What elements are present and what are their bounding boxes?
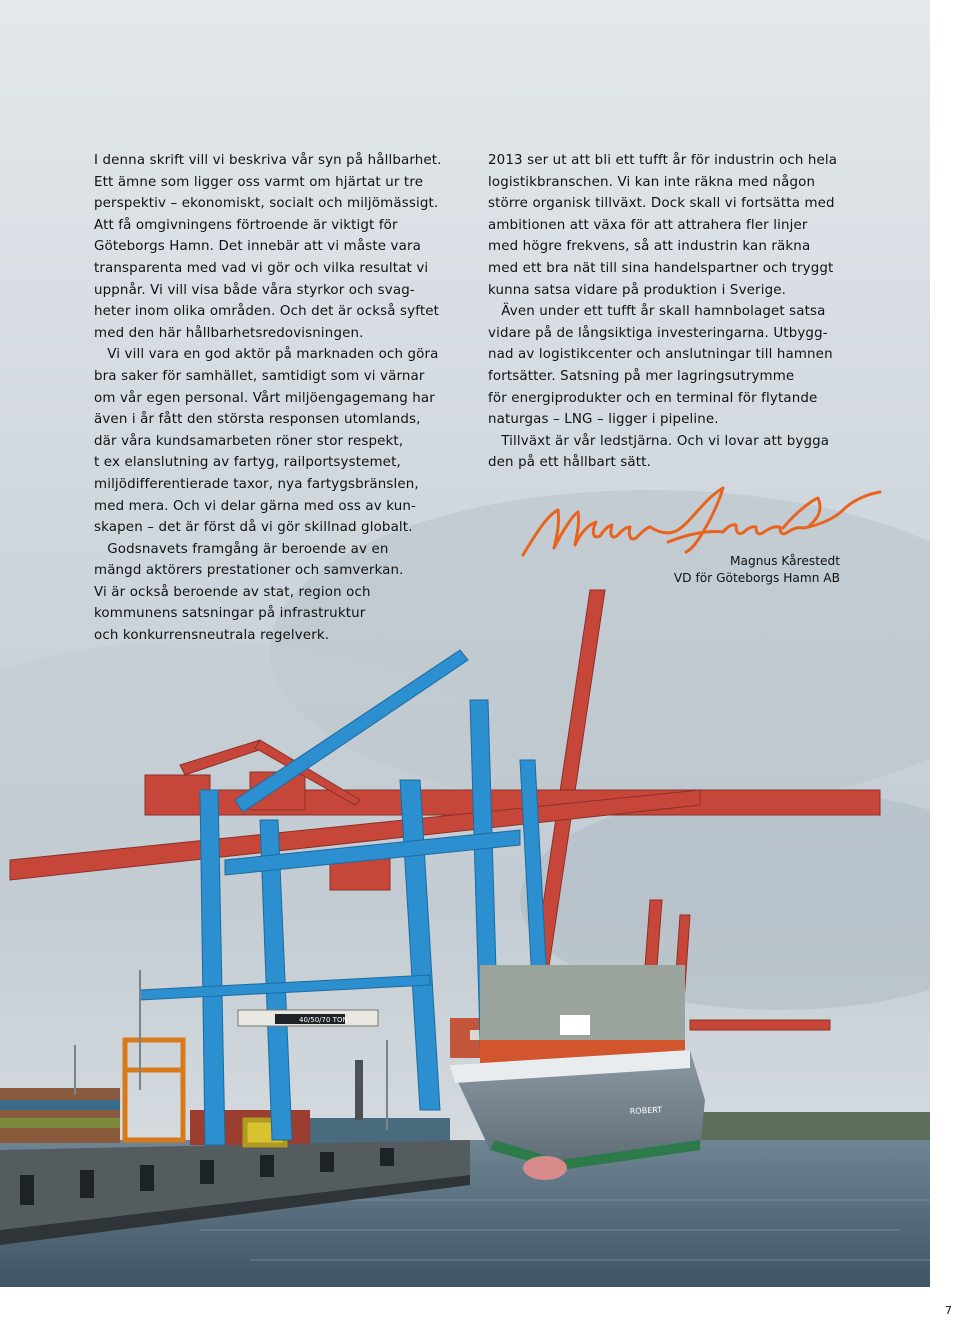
body-text-right-column [488, 150, 837, 474]
text-line: naturgas – LNG – ligger i pipeline. [488, 412, 719, 428]
far-shore [690, 1112, 930, 1140]
text-line: om vår egen personal. Vårt miljöengagemang har [94, 390, 435, 406]
text-line: Att få omgivningens förtroende är viktigt för [94, 217, 398, 233]
text-line: ambitionen att växa för att attrahera fler linjer [488, 217, 808, 233]
text-line: skapen – det är först då vi gör skillnad globalt. [94, 520, 413, 536]
crane-sign: 40/50/70 TON [299, 1016, 348, 1024]
text-line: Även under ett tufft år skall hamnbolaget satsa [488, 304, 826, 320]
text-line: vidare på de långsiktiga investeringarna. Utbygg- [488, 325, 828, 341]
text-line: med den här hållbarhetsredovisningen. [94, 325, 364, 341]
text-line: 2013 ser ut att bli ett tufft år för industrin och hela [488, 153, 838, 168]
text-line: med ett bra nät till sina handelspartner och tryggt [488, 260, 834, 276]
text-line: Ett ämne som ligger oss varmt om hjärtat ur tre [94, 174, 424, 190]
text-line: den på ett hållbart sätt. [488, 455, 651, 471]
text-line: Vi är också beroende av stat, region och [94, 584, 371, 600]
text-line: kunna satsa vidare på produktion i Sverige. [488, 282, 787, 298]
text-line: bra saker för samhället, samtidigt som vi värnar [94, 368, 425, 384]
signature-caption [600, 553, 840, 586]
text-line: med högre frekvens, så att industrin kan räkna [488, 239, 811, 255]
text-line: Vi vill vara en god aktör på marknaden och göra [94, 347, 439, 363]
text-line: fortsätter. Satsning på mer lagringsutrymme [488, 368, 795, 384]
text-line: heter inom olika områden. Och det är också syftet [94, 304, 440, 320]
text-line: uppnår. Vi vill visa både våra styrkor och svag- [94, 282, 415, 298]
text-line: perspektiv – ekonomiskt, socialt och miljömässigt. [94, 196, 439, 212]
text-line: där våra kundsamarbeten röner stor respekt, [94, 433, 404, 449]
text-line: kommunens satsningar på infrastruktur [94, 606, 366, 622]
text-line: miljödifferentierade taxor, nya fartygsbränslen, [94, 476, 419, 492]
text-line: transparenta med vad vi gör och vilka resultat vi [94, 260, 429, 276]
text-line: logistikbranschen. Vi kan inte räkna med någon [488, 174, 816, 190]
ship-name: ROBERT [629, 1105, 663, 1116]
signatory-title: VD för Göteborgs Hamn AB [673, 570, 840, 585]
body-text-left-column [94, 150, 442, 647]
text-line: I denna skrift vill vi beskriva vår syn på hållbarhet. [94, 153, 442, 168]
text-line: och konkurrensneutrala regelverk. [94, 628, 330, 644]
text-line: med mera. Och vi delar gärna med oss av kun- [94, 498, 417, 514]
text-line: även i år fått den största responsen utomlands, [94, 412, 421, 428]
text-line: mängd aktörers prestationer och samverkan. [94, 563, 404, 579]
page-number: 7 [945, 1304, 952, 1317]
text-line: större organisk tillväxt. Dock skall vi fortsätta med [488, 196, 835, 212]
signatory-name: Magnus Kårestedt [729, 554, 840, 568]
text-line: Godsnavets framgång är beroende av en [94, 541, 389, 557]
text-line: för energiprodukter och en terminal för flytande [488, 390, 818, 406]
text-line: Göteborgs Hamn. Det innebär att vi måste vara [94, 239, 421, 255]
text-line: Tillväxt är vår ledstjärna. Och vi lovar att bygga [488, 433, 830, 449]
text-line: t ex elanslutning av fartyg, railportsystemet, [94, 455, 401, 471]
text-line: nad av logistikcenter och anslutningar till hamnen [488, 347, 833, 363]
